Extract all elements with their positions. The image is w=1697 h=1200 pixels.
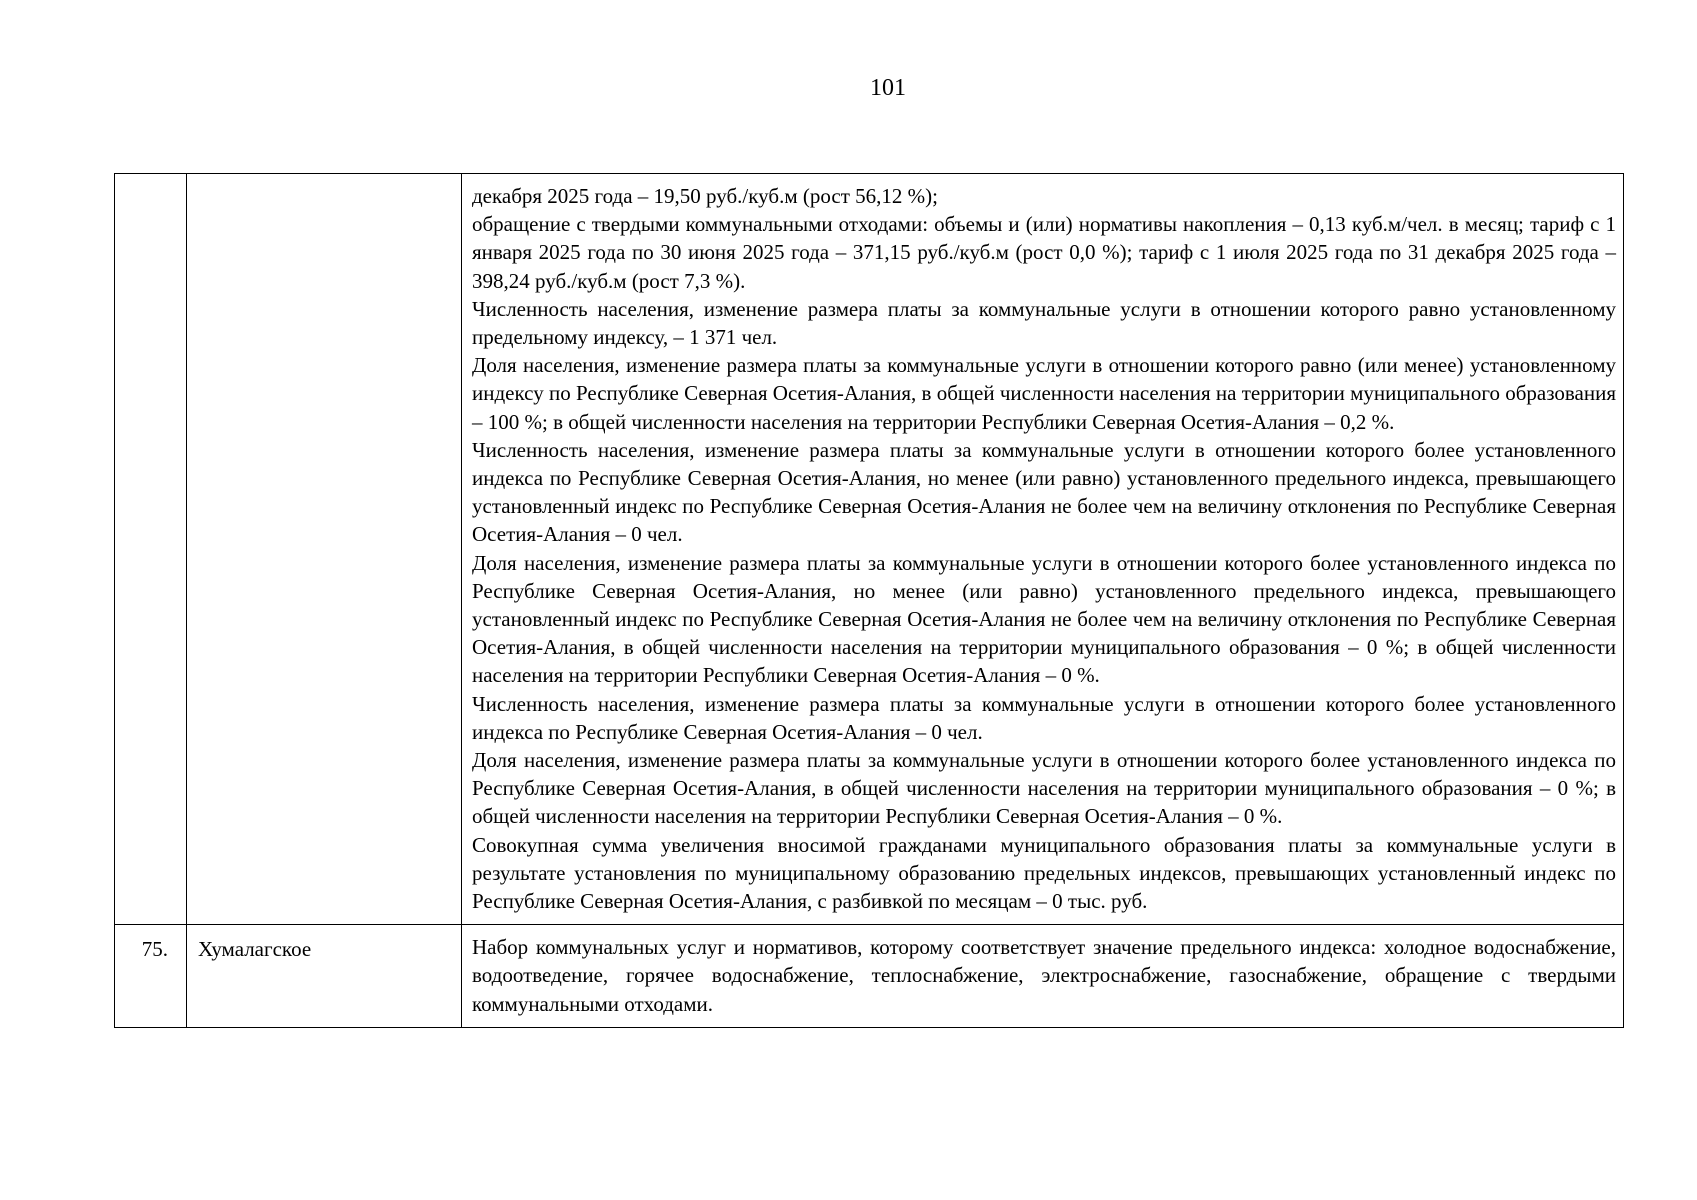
municipal-index-table — [114, 173, 1624, 1028]
description-paragraph: Доля населения, изменение размера платы за коммунальные услуги в отношении которого равно (или менее) установленному индексу по Республике Северная Осетия-Алания, в общей численности населения на территории муниципального образования – 100 %; в общей численности населения на территории Республики Северная Осетия-Алания – 0,2 %. — [472, 353, 1616, 434]
row-number-cell — [115, 174, 187, 925]
municipality-name-cell: Хумалагское — [187, 925, 462, 1028]
description-paragraph: Совокупная сумма увеличения вносимой гражданами муниципального образования платы за коммунальные услуги в результате установления по муниципальному образованию предельных индексов, превышающих установленный индекс по Республике Северная Осетия-Алания, с разбивкой по месяцам – 0 тыс. руб. — [472, 832, 1616, 914]
table-row — [115, 174, 1624, 925]
description-paragraph: декабря 2025 года – 19,50 руб./куб.м (рост 56,12 %); — [472, 184, 938, 208]
row-number-cell: 75. — [115, 925, 187, 1028]
description-cell — [462, 174, 1624, 925]
description-paragraph: Численность населения, изменение размера платы за коммунальные услуги в отношении которого более установленного индекса по Республике Северная Осетия-Алания, но менее (или равно) установленного предельного индекса, превышающего установленный индекс по Республике Северная Осетия-Алания не более чем на величину отклонения по Республике Северная Осетия-Алания – 0 чел. — [472, 437, 1616, 547]
municipality-name-cell — [187, 174, 462, 925]
description-cell — [462, 925, 1624, 1028]
description-paragraph: Набор коммунальных услуг и нормативов, которому соответствует значение предельного индекса: холодное водоснабжение, водоотведение, горячее водоснабжение, теплоснабжение, электроснабжение, газоснабжение, обращение с твердыми коммунальными отходами. — [472, 935, 1616, 1016]
description-paragraph: Численность населения, изменение размера платы за коммунальные услуги в отношении которого равно установленному предельному индексу, – 1 371 чел. — [472, 296, 1616, 350]
table-row — [115, 925, 1624, 1028]
page-number: 101 — [870, 75, 906, 101]
description-paragraph: Доля населения, изменение размера платы за коммунальные услуги в отношении которого более установленного индекса по Республике Северная Осетия-Алания, но менее (или равно) установленного предельного индекса, превышающего установленный индекс по Республике Северная Осетия-Алания не более чем на величину отклонения по Республике Северная Осетия-Алания, в общей численности населения на территории муниципального образования – 0 %; в общей численности населения на территории Республики Северная Осетия-Алания – 0 %. — [472, 550, 1616, 688]
description-paragraph: Доля населения, изменение размера платы за коммунальные услуги в отношении которого более установленного индекса по Республике Северная Осетия-Алания, в общей численности населения на территории муниципального образования – 0 %; в общей численности населения на территории Республики Северная Осетия-Алания – 0 %. — [472, 748, 1616, 829]
description-paragraph: обращение с твердыми коммунальными отходами: объемы и (или) нормативы накопления – 0,13 куб.м/чел. в месяц; тариф с 1 января 2025 года по 30 июня 2025 года – 371,15 руб./куб.м (рост 0,0 %); тариф с 1 июля 2025 года по 31 декабря 2025 года –398,24 руб./куб.м (рост 7,3 %). — [472, 212, 1616, 293]
description-paragraph: Численность населения, изменение размера платы за коммунальные услуги в отношении которого более установленного индекса по Республике Северная Осетия-Алания – 0 чел. — [472, 691, 1616, 744]
